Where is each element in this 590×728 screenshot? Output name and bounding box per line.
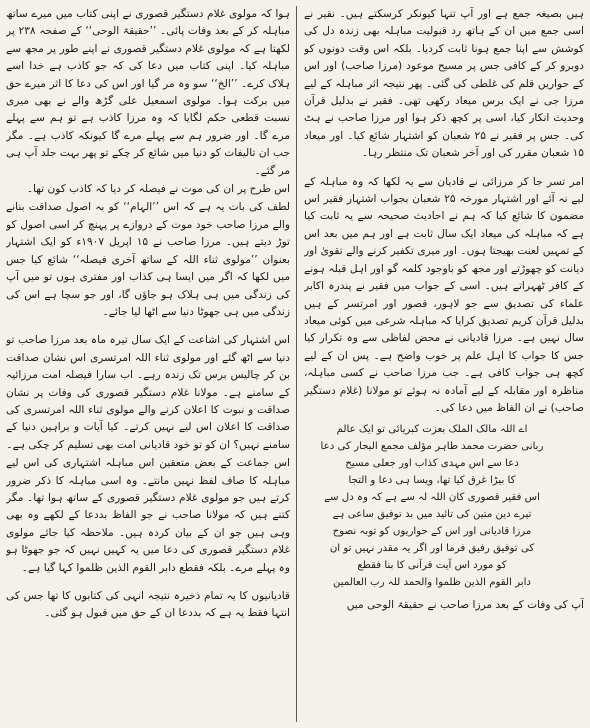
quote-line: کو مورد اس آیت قرآنی کا بنا فقطع bbox=[357, 560, 507, 572]
left-paragraph-6: قادیانیوں کا یہ تمام ذخیرہ نتیجہ انہی کی کتابوں کا تھا جس کی انتہا فقط یہ ہے کہ بددعا ان کے حق میں قبول ہو گئی۔ bbox=[6, 590, 290, 620]
left-paragraph-4: اس اشتہار کی اشاعت کے ایک سال تیرہ ماہ بعد مرزا صاحب تو دنیا سے اٹھ گئے اور مولوی ثناء اللہ امرتسری اس نشان صداقت بن کر چالیس برس تک زندہ رہے۔ اب سارا فیصلہ امت مرزائیہ کے سامنے ہے۔ مولانا غلام دستگیر قصوری کی وفات پر نشان صداقت و نبوت کا اعلان کرنے والے مولوی ثناء اللہ امرتسری کی صداقت کا اعلان اس لیے نہیں کرتے۔ کیا آیات و براہین دنیا کے سامنے نہیں؟ ان کو تو خود قادیانی امت بھی تسلیم کر چکی ہے۔ bbox=[6, 334, 290, 451]
paragraph-gap bbox=[6, 322, 290, 332]
paragraph-gap bbox=[304, 164, 584, 174]
quote-line: کی توفیق رفیق فرما اور اگر یہ مقدر نہیں تو ان bbox=[329, 543, 535, 555]
quote-line: مرزا قادیانی اور اس کے حواریوں کو توبہ نصوح bbox=[332, 526, 532, 538]
quote-line: اے اللہ مالک الملک بعزت کبریائی تو ایک عالم bbox=[336, 424, 528, 436]
quote-line: اس فقیر قصوری کان اللہ لہ سے ہے کہ وہ دل سے bbox=[324, 492, 540, 504]
column-divider bbox=[296, 6, 297, 722]
right-paragraph-1: ہیں بصیغہ جمع ہے اور آپ تنہا کیونکر کرسکتے ہیں۔ نقیر نے اسی جمع میں ان کے ہاتھ رد قبولیت مباہلہ بھی زندہ دل کی کوشش سے اپنا جمع ہونا ثابت کردیا۔ بلکہ اس وقت دونوں کو دوبرو کر کے کافی جس پر مسیح موعود (مرزا صاحب) اور اس کے حواریں قلم کی غلطی کی گئی۔ پھر نتیجہ اثر مباہلہ کے لیے مرزا جی نے ایک برس میعاد رکھی تھی۔ فقیر نے بدلیل قرآن وحدیث انکار کیا، اسی پر کچھ ذکر ہوا اور مرزا صاحب نے ہٹ کی۔ جس پر فقیر نے ۲۵ شعبان کو اشتہار شائع کیا۔ اور میعاد ۱۵ شعبان مقرر کی اور آخر شعبان تک منتظر رہا۔ bbox=[304, 8, 584, 160]
quote-line: ربانی حضرت محمد طاہر مؤلف مجمع البحار کی دعا bbox=[320, 441, 544, 453]
left-paragraph-3: لطف کی بات یہ ہے کہ اس ’’الہام‘‘ کو بہ اصول صداقت بنانے والے مرزا صاحب خود موت کے دروازے پر پہنچ کر اسی اصول کو توڑ دیتے ہیں۔ مرزا صاحب نے ۱۵ اپریل ۱۹۰۷ء کو ایک اشتہار بعنوان ’’مولوی ثناء اللہ کے ساتھ آخری فیصلہ‘‘ شائع کیا جس میں لکھا کہ اگر میں ایسا ہی کذاب اور مفتری ہوں تو میں آپ کی زندگی میں ہی ہلاک ہو جاؤں گا، اور جو سچا ہے اس کی زندگی میں ہی جھوٹا دنیا سے اٹھا لیا جائے۔ bbox=[6, 201, 290, 318]
paragraph-gap bbox=[6, 578, 290, 588]
prayer-quote bbox=[314, 421, 550, 591]
quote-line: کا بیڑا غرق کیا تھا، ویسا ہی دعا و التجا bbox=[348, 475, 516, 487]
left-paragraph-5: اس جماعت کے بعض متعقین اس مباہلہ اشتہاری کی اس لیے مباہلہ کا صاف لفظ نہیں مانتے۔ وہ اسی مباہلہ کا ذکر ضرور کرتے ہیں جو مولوی غلام دستگیر قصوری کے ساتھ ہوا تھا۔ مگر کتنے ہیں کہ مولانا صاحب نے جو الفاظ بددعا کے لکھے وہ بھی وہی ہیں جو ان کے بیان کردہ ہیں۔ ملاحظہ کیا جائے مولوی غلام دستگیر قصوری کی دعا میں یہ کہیں نہیں کہ جو جھوٹا ہو وہ پہلے مرے۔ بلکہ فقطع دابر القوم الذین ظلموا کہا گیا ہے۔ bbox=[6, 457, 290, 574]
left-column bbox=[6, 6, 290, 722]
left-paragraph-2: اس طرح پر ان کی موت نے فیصلہ کر دیا کہ کاذب کون تھا۔ bbox=[26, 183, 290, 196]
left-paragraph-1: ہوا کہ مولوی غلام دستگیر قصوری نے اپنی کتاب میں میرے ساتھ مباہلہ کر کے بعد وفات پائی۔ ’’حقیقۃ الوحی‘‘ کے صفحہ ۲۳۸ پر لکھتا ہے کہ مولوی غلام دستگیر قصوری نے اپنے طور پر مجھ سے مباہلہ کیا۔ اپنی کتاب میں دعا کی کہ جو کاذب ہے خدا اسے ہلاک کرے۔ ’’الخ‘‘ سو وہ مر گیا اور اس کی دعا کا اثر میرے حق میں برکت ہوا۔ مولوی اسمعیل علی گڑھ والے نے بھی میری نسبت قطعی حکم لگایا کہ وہ مرزا کاذب ہے تو ہم سے پہلے مرے گا۔ اور ضرور ہم سے پہلے مرے گا کیونکہ کاذب ہے۔ مگر جب ان تالیفات کو دنیا میں شائع کر چکے تو پھر بہت جلد آپ ہی مر گئے۔ bbox=[6, 8, 290, 177]
quote-line: تیرے دین متین کی تائید میں بد توفیق ساعی ہے bbox=[332, 509, 532, 521]
right-column bbox=[304, 6, 584, 722]
quote-line: دابر القوم الذین ظلموا والحمد للہ رب العالمین bbox=[333, 577, 531, 589]
right-paragraph-2: امر تسر جا کر مرزائی نے قادیان سے یہ لکھا کہ وہ مباہلہ کے لیے نہ آئے اور اشتہار مورخہ ۲۵ شعبان بجواب اشتہار فقیر اس مضمون کا شائع کیا کہ ہم نے احادیث صحیحہ سے یہ ثابت کیا ہے کہ مباہلہ کی میعاد ایک سال ثابت ہے اور ہم میں بعد اس کے تمہیں لعنت بھیجتا ہوں۔ اور میری تکفیر کرنے والے تقویٰ اور دیانت کو چھوڑتے اور مجھ کو باوجود کلمہ گو اور اہل قبلہ ہونے کے کافر ٹھہراتے ہیں۔ اسی کے جواب میں فقیر نے پندرہ اکابر علماء کی تصدیق سے جو لاہور، قصور اور امرتسر کے ہیں بدلیل قرآن کریم تصدیق کرایا کہ مباہلہ شرعی میں کوئی میعاد سال نہیں ہے۔ مرزا قادیانی نے محض لفاظی سے وہ تکرار کیا جس کا جواب کا اہل علم پر خوب واضح ہے۔ پس ان کے لیے کچھ ہی جواب کافی ہے۔ جب مرزا صاحب نے کسی مباہلہ، مناظرہ اور مقابلہ کے لیے آمادہ نہ ہوئے تو مولانا (غلام دستگیر صاحب) نے ان الفاظ میں دعا کی۔ bbox=[304, 175, 584, 414]
right-footer-line: آپ کی وفات کے بعد مرزا صاحب نے حقیقۃ الوحی میں bbox=[346, 599, 584, 612]
quote-line: دعا سے اس مہدی کذاب اور جعلی مسیح bbox=[345, 458, 519, 470]
